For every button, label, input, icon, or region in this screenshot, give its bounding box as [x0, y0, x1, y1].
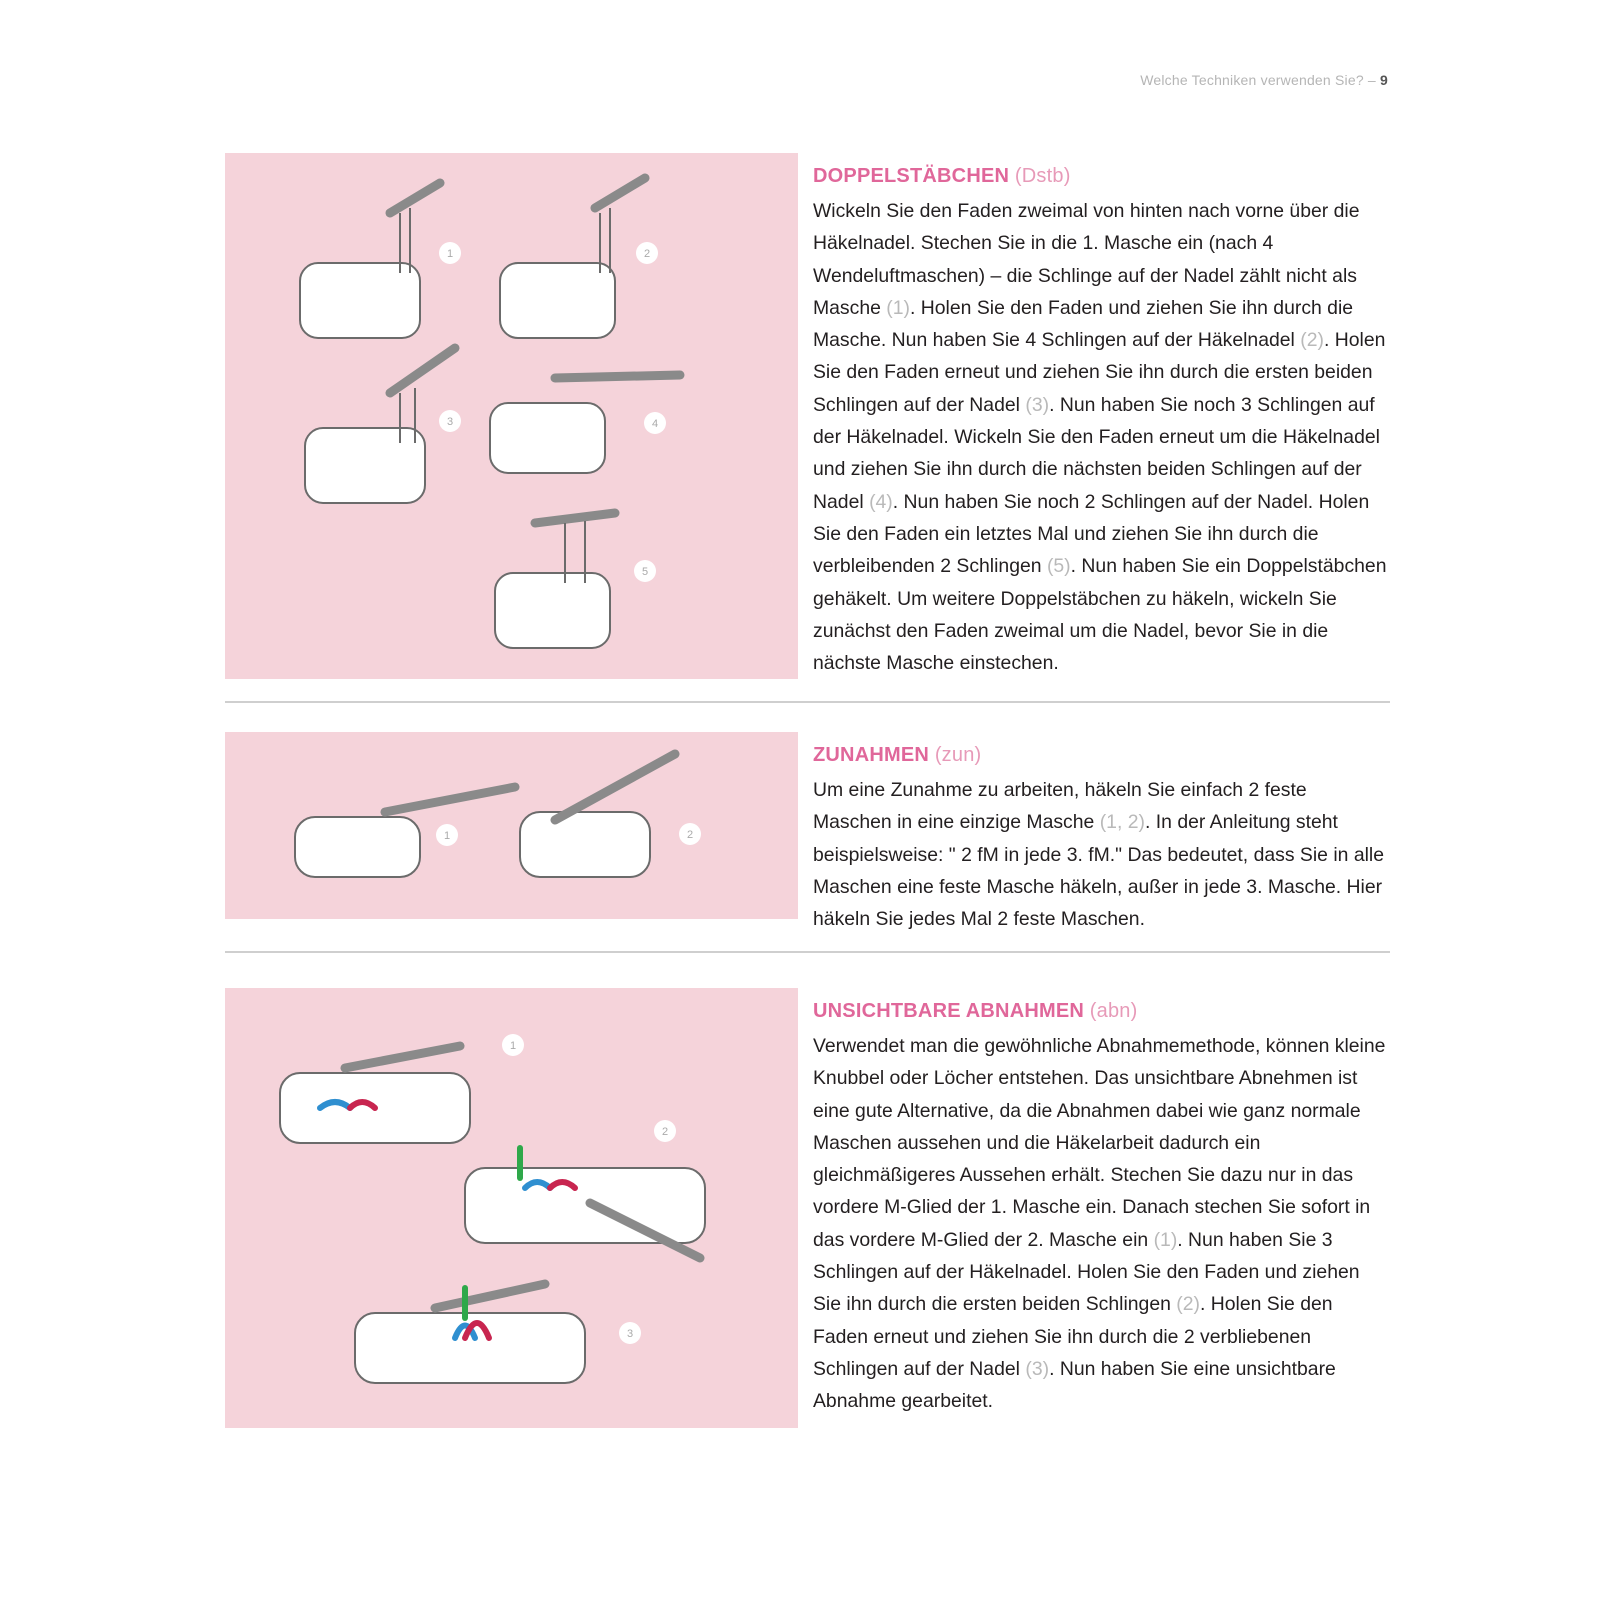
- illustration-panel-doppelstaebchen: [225, 153, 798, 679]
- step-3-marker: [619, 1322, 641, 1344]
- figure-reference: (2): [1300, 329, 1324, 352]
- running-title: Welche Techniken verwenden Sie? –: [1140, 72, 1376, 88]
- figure-reference: (3): [1025, 393, 1050, 416]
- text-run: . Nun haben Sie 3 Schlingen auf der Häkelnadel. Holen Sie den Faden und ziehen Sie ihn durch die ersten beiden Schlingen: [813, 1228, 1360, 1316]
- section-body: [813, 774, 1390, 935]
- section-divider: [225, 701, 1390, 703]
- running-head: [1140, 72, 1388, 88]
- figure-reference: (4): [869, 490, 893, 513]
- figure-reference: (1, 2): [1099, 811, 1145, 834]
- text-doppelstaebchen: [813, 165, 1390, 679]
- text-run: . Holen Sie den Faden erneut und ziehen Sie ihn durch die ersten beiden Schlingen auf der Nadel: [813, 329, 1386, 416]
- page-number: 9: [1380, 72, 1388, 88]
- illustration-panel-zunahmen: [225, 732, 798, 919]
- svg-text:4: 4: [651, 418, 659, 430]
- section-body: [813, 1030, 1390, 1418]
- step-2-marker: [636, 242, 658, 264]
- text-run: . Holen Sie den Faden und ziehen Sie ihn durch die Masche. Nun haben Sie 4 Schlingen auf der Häkelnadel: [813, 296, 1354, 352]
- section-unsichtbare-abnahmen: [225, 988, 1390, 1428]
- step-5-marker: [634, 560, 656, 582]
- text-run: Um eine Zunahme zu arbeiten, häkeln Sie einfach 2 feste Maschen in eine einzige Masche: [813, 779, 1307, 834]
- section-heading: [813, 1000, 1390, 1022]
- crochet-swatches: [295, 812, 650, 877]
- section-heading: [813, 165, 1390, 187]
- text-run: Verwendet man die gewöhnliche Abnahmemethode, können kleine Knubbel oder Löcher entstehen. Das unsichtbare Abnehmen ist eine gute Alternative, da die Abnahmen dabei wie ganz normale Maschen aussehen und die Häkelarbeit dadurch ein gleichmäßigeres Aussehen erhält. Stechen Sie dazu nur in das vordere M-Glied der 1. Masche ein. Danach stechen Sie sofort in das vordere M-Glied der 2. Masche ein: [813, 1035, 1386, 1251]
- text-run: . Nun haben Sie noch 2 Schlingen auf der Nadel. Holen Sie den Faden ein letztes Mal und ziehen Sie ihn durch die verbleibenden 2 Schlingen: [813, 490, 1370, 578]
- svg-text:3: 3: [446, 416, 454, 428]
- svg-text:1: 1: [446, 248, 454, 260]
- step-3-marker: [439, 410, 461, 432]
- figure-reference: (1): [886, 296, 910, 319]
- section-title: DOPPELSTÄBCHEN: [813, 165, 1010, 187]
- section-body: [813, 195, 1390, 679]
- section-doppelstaebchen: [225, 153, 1390, 679]
- section-title: ZUNAHMEN: [813, 744, 930, 766]
- svg-text:1: 1: [443, 830, 451, 842]
- text-run: . Nun haben Sie ein Doppelstäbchen gehäkelt. Um weitere Doppelstäbchen zu häkeln, wickeln Sie zunächst den Faden zweimal um die Nadel, bevor Sie in die nächste Masche einstechen.: [813, 555, 1387, 675]
- section-heading: [813, 744, 1390, 766]
- section-abbr: (Dstb): [1014, 165, 1071, 187]
- step-1-marker: [436, 824, 458, 846]
- text-run: . Nun haben Sie eine unsichtbare Abnahme gearbeitet.: [813, 1357, 1336, 1413]
- section-abbr: (zun): [934, 744, 982, 766]
- text-run: . Nun haben Sie noch 3 Schlingen auf der Häkelnadel. Wickeln Sie den Faden erneut um die Häkelnadel und ziehen Sie ihn durch die nächsten beiden Schlingen auf der Nadel: [813, 393, 1380, 513]
- crochet-hooks: [385, 754, 675, 820]
- section-abbr: (abn): [1089, 1000, 1138, 1022]
- svg-text:3: 3: [626, 1328, 634, 1340]
- text-zunahmen: [813, 744, 1390, 935]
- section-zunahmen: [225, 732, 1390, 931]
- step-2-marker: [679, 823, 701, 845]
- svg-text:2: 2: [661, 1126, 669, 1138]
- step-4-marker: [644, 412, 666, 434]
- crochet-swatches: [300, 263, 615, 648]
- svg-text:2: 2: [643, 248, 651, 260]
- step-1-marker: [502, 1034, 524, 1056]
- svg-text:5: 5: [641, 566, 649, 578]
- step-1-marker: [439, 242, 461, 264]
- section-title: UNSICHTBARE ABNAHMEN: [813, 1000, 1085, 1022]
- section-divider: [225, 951, 1390, 953]
- figure-reference: (3): [1025, 1357, 1050, 1380]
- text-run: . In der Anleitung steht beispielsweise: " 2 fM in jede 3. fM." Das bedeutet, dass Sie in alle Maschen eine feste Masche häkeln, außer in jede 3. Masche. Hier häkeln Sie jedes Mal 2 feste Maschen.: [813, 811, 1385, 931]
- step-2-marker: [654, 1120, 676, 1142]
- abnahmen-illustration: [225, 988, 798, 1428]
- text-unsichtbare-abnahmen: [813, 1000, 1390, 1418]
- zunahmen-illustration: [225, 732, 798, 919]
- text-run: Wickeln Sie den Faden zweimal von hinten nach vorne über die Häkelnadel. Stechen Sie in die 1. Masche ein (nach 4 Wendeluftmaschen) – die Schlinge auf der Nadel zählt nicht als Masche: [813, 200, 1360, 319]
- text-run: . Holen Sie den Faden erneut und ziehen Sie ihn durch die 2 verbliebenen Schlingen auf der Nadel: [813, 1293, 1333, 1380]
- doppelstaebchen-illustration: [225, 153, 798, 679]
- figure-reference: (1): [1153, 1228, 1178, 1251]
- illustration-panel-abnahmen: [225, 988, 798, 1428]
- svg-text:2: 2: [686, 829, 694, 841]
- figure-reference: (5): [1046, 555, 1071, 578]
- figure-reference: (2): [1176, 1293, 1200, 1316]
- svg-text:1: 1: [509, 1040, 517, 1052]
